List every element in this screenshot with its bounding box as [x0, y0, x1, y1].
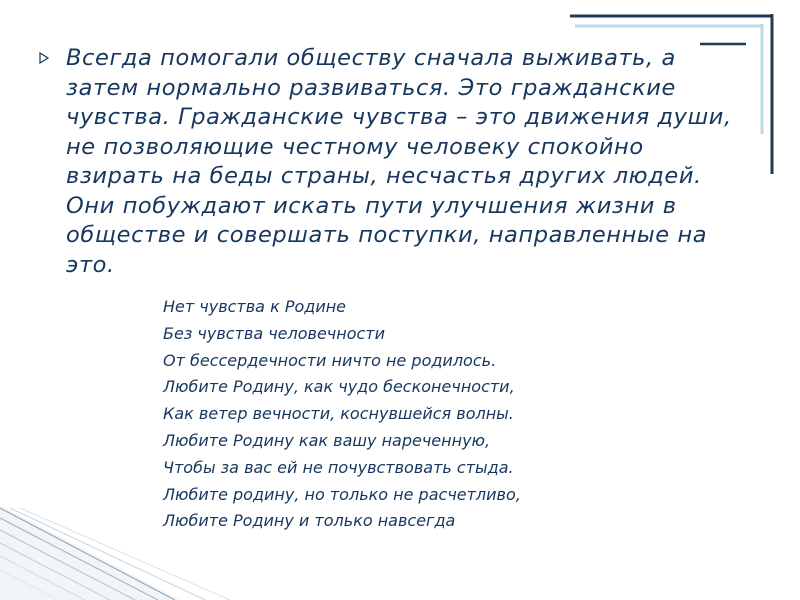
poem-line: Любите Родину, как чудо бесконечности, — [163, 377, 515, 397]
poem-block — [163, 294, 723, 535]
poem-line: Любите Родину и только навсегда — [163, 511, 456, 531]
poem-line: Любите Родину как вашу нареченную, — [163, 430, 491, 450]
bullet-paragraph — [38, 44, 738, 280]
triangle-bullet-icon — [38, 52, 50, 64]
poem-line: Как ветер вечности, коснувшейся волны. — [163, 404, 514, 424]
poem-line: Чтобы за вас ей не почувствовать стыда. — [163, 457, 514, 477]
poem-line: От бессердечности ничто не родилось. — [163, 350, 497, 370]
poem-line: Нет чувства к Родине — [163, 297, 347, 316]
poem-line: Любите родину, но только не расчетливо, — [163, 484, 521, 504]
main-paragraph: Всегда помогали обществу сначала выживать, а затем нормально развиваться. Это гражданские чувства. Гражданские чувства – это движения души, не позволяющие честному человеку спокойно взирать на беды страны, несчастья других людей. Они побуждают искать пути улучшения жизни в обществе и совершать поступки, направленные на это. — [66, 45, 732, 278]
poem-line: Без чувства человечности — [163, 323, 386, 343]
